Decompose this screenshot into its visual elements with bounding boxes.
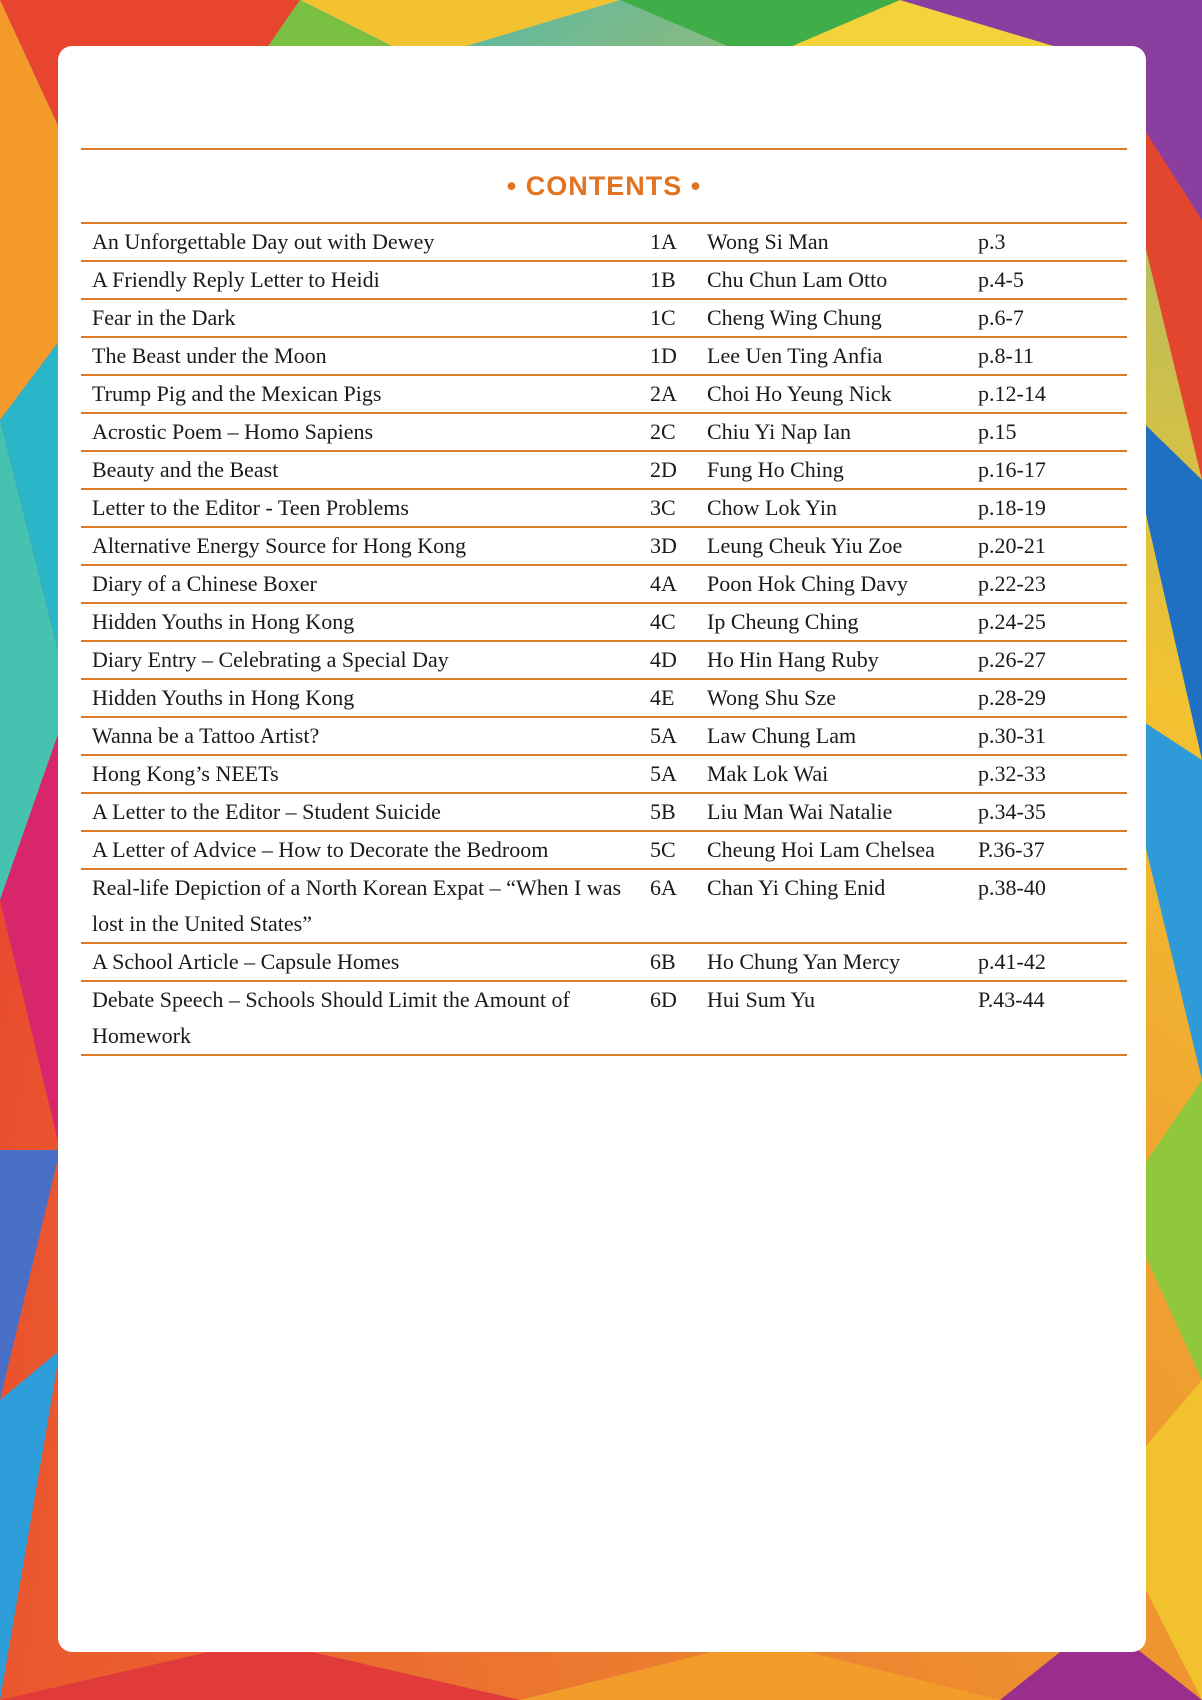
- entry-page: p.16-17: [967, 451, 1127, 489]
- entry-author: Chan Yi Ching Enid: [696, 869, 967, 943]
- entry-class: 1C: [639, 299, 696, 337]
- entry-page: p.12-14: [967, 375, 1127, 413]
- entry-title: An Unforgettable Day out with Dewey: [81, 224, 639, 261]
- entry-title: Hidden Youths in Hong Kong: [81, 603, 639, 641]
- table-row: [81, 375, 1127, 413]
- entry-class: 2A: [639, 375, 696, 413]
- entry-title: Beauty and the Beast: [81, 451, 639, 489]
- entry-author: Chiu Yi Nap Ian: [696, 413, 967, 451]
- entry-title: A School Article – Capsule Homes: [81, 943, 639, 981]
- entry-page: p.22-23: [967, 565, 1127, 603]
- entry-page: p.32-33: [967, 755, 1127, 793]
- entry-page: P.43-44: [967, 981, 1127, 1055]
- table-row: [81, 831, 1127, 869]
- entry-author: Fung Ho Ching: [696, 451, 967, 489]
- table-row: [81, 869, 1127, 943]
- entry-title: Diary Entry – Celebrating a Special Day: [81, 641, 639, 679]
- table-row: [81, 299, 1127, 337]
- entry-class: 1D: [639, 337, 696, 375]
- entry-author: Law Chung Lam: [696, 717, 967, 755]
- table-row: [81, 793, 1127, 831]
- table-row: [81, 451, 1127, 489]
- entry-class: 5A: [639, 755, 696, 793]
- entry-class: 2D: [639, 451, 696, 489]
- entry-author: Wong Shu Sze: [696, 679, 967, 717]
- entry-title: Alternative Energy Source for Hong Kong: [81, 527, 639, 565]
- entry-author: Ho Chung Yan Mercy: [696, 943, 967, 981]
- entry-class: 4D: [639, 641, 696, 679]
- entry-author: Chow Lok Yin: [696, 489, 967, 527]
- entry-page: p.26-27: [967, 641, 1127, 679]
- entry-class: 6B: [639, 943, 696, 981]
- entry-author: Cheung Hoi Lam Chelsea: [696, 831, 967, 869]
- entry-author: Liu Man Wai Natalie: [696, 793, 967, 831]
- table-row: [81, 981, 1127, 1055]
- entry-title: Real-life Depiction of a North Korean Expat – “When I was lost in the United States”: [81, 869, 639, 943]
- entry-author: Poon Hok Ching Davy: [696, 565, 967, 603]
- entry-class: 6A: [639, 869, 696, 943]
- entry-title: Letter to the Editor - Teen Problems: [81, 489, 639, 527]
- entry-author: Chu Chun Lam Otto: [696, 261, 967, 299]
- table-row: [81, 527, 1127, 565]
- entry-author: Wong Si Man: [696, 224, 967, 261]
- entry-title: Diary of a Chinese Boxer: [81, 565, 639, 603]
- entry-author: Mak Lok Wai: [696, 755, 967, 793]
- entry-title: The Beast under the Moon: [81, 337, 639, 375]
- contents-heading: • CONTENTS •: [506, 171, 702, 201]
- entry-class: 2C: [639, 413, 696, 451]
- entry-title: Wanna be a Tattoo Artist?: [81, 717, 639, 755]
- table-row: [81, 489, 1127, 527]
- table-row: [81, 717, 1127, 755]
- entry-class: 4C: [639, 603, 696, 641]
- entry-class: 4A: [639, 565, 696, 603]
- entry-page: p.38-40: [967, 869, 1127, 943]
- entry-author: Leung Cheuk Yiu Zoe: [696, 527, 967, 565]
- contents-table: [81, 224, 1127, 1056]
- entry-page: p.30-31: [967, 717, 1127, 755]
- entry-class: 3D: [639, 527, 696, 565]
- entry-title: Acrostic Poem – Homo Sapiens: [81, 413, 639, 451]
- entry-author: Hui Sum Yu: [696, 981, 967, 1055]
- entry-author: Ho Hin Hang Ruby: [696, 641, 967, 679]
- entry-class: 3C: [639, 489, 696, 527]
- entry-page: p.24-25: [967, 603, 1127, 641]
- table-row: [81, 565, 1127, 603]
- table-row: [81, 943, 1127, 981]
- table-row: [81, 261, 1127, 299]
- entry-title: Hong Kong’s NEETs: [81, 755, 639, 793]
- entry-page: p.41-42: [967, 943, 1127, 981]
- entry-title: A Letter to the Editor – Student Suicide: [81, 793, 639, 831]
- table-row: [81, 337, 1127, 375]
- table-row: [81, 755, 1127, 793]
- table-row: [81, 413, 1127, 451]
- table-row: [81, 224, 1127, 261]
- entry-page: p.28-29: [967, 679, 1127, 717]
- entry-page: p.20-21: [967, 527, 1127, 565]
- entry-class: 5A: [639, 717, 696, 755]
- entry-author: Cheng Wing Chung: [696, 299, 967, 337]
- entry-page: P.36-37: [967, 831, 1127, 869]
- entry-title: Fear in the Dark: [81, 299, 639, 337]
- entry-title: A Letter of Advice – How to Decorate the Bedroom: [81, 831, 639, 869]
- entry-title: Debate Speech – Schools Should Limit the Amount of Homework: [81, 981, 639, 1055]
- entry-author: Choi Ho Yeung Nick: [696, 375, 967, 413]
- entry-page: p.15: [967, 413, 1127, 451]
- entry-class: 5C: [639, 831, 696, 869]
- entry-page: p.6-7: [967, 299, 1127, 337]
- entry-class: 6D: [639, 981, 696, 1055]
- entry-page: p.8-11: [967, 337, 1127, 375]
- table-row: [81, 603, 1127, 641]
- entry-author: Lee Uen Ting Anfia: [696, 337, 967, 375]
- table-row: [81, 679, 1127, 717]
- entry-page: p.3: [967, 224, 1127, 261]
- table-row: [81, 641, 1127, 679]
- entry-class: 5B: [639, 793, 696, 831]
- entry-page: p.4-5: [967, 261, 1127, 299]
- entry-title: Trump Pig and the Mexican Pigs: [81, 375, 639, 413]
- contents-card: [58, 46, 1146, 1652]
- entry-author: Ip Cheung Ching: [696, 603, 967, 641]
- entry-title: A Friendly Reply Letter to Heidi: [81, 261, 639, 299]
- entry-class: 1B: [639, 261, 696, 299]
- entry-page: p.34-35: [967, 793, 1127, 831]
- entry-class: 1A: [639, 224, 696, 261]
- table-of-contents: [81, 148, 1127, 1056]
- entry-class: 4E: [639, 679, 696, 717]
- entry-page: p.18-19: [967, 489, 1127, 527]
- entry-title: Hidden Youths in Hong Kong: [81, 679, 639, 717]
